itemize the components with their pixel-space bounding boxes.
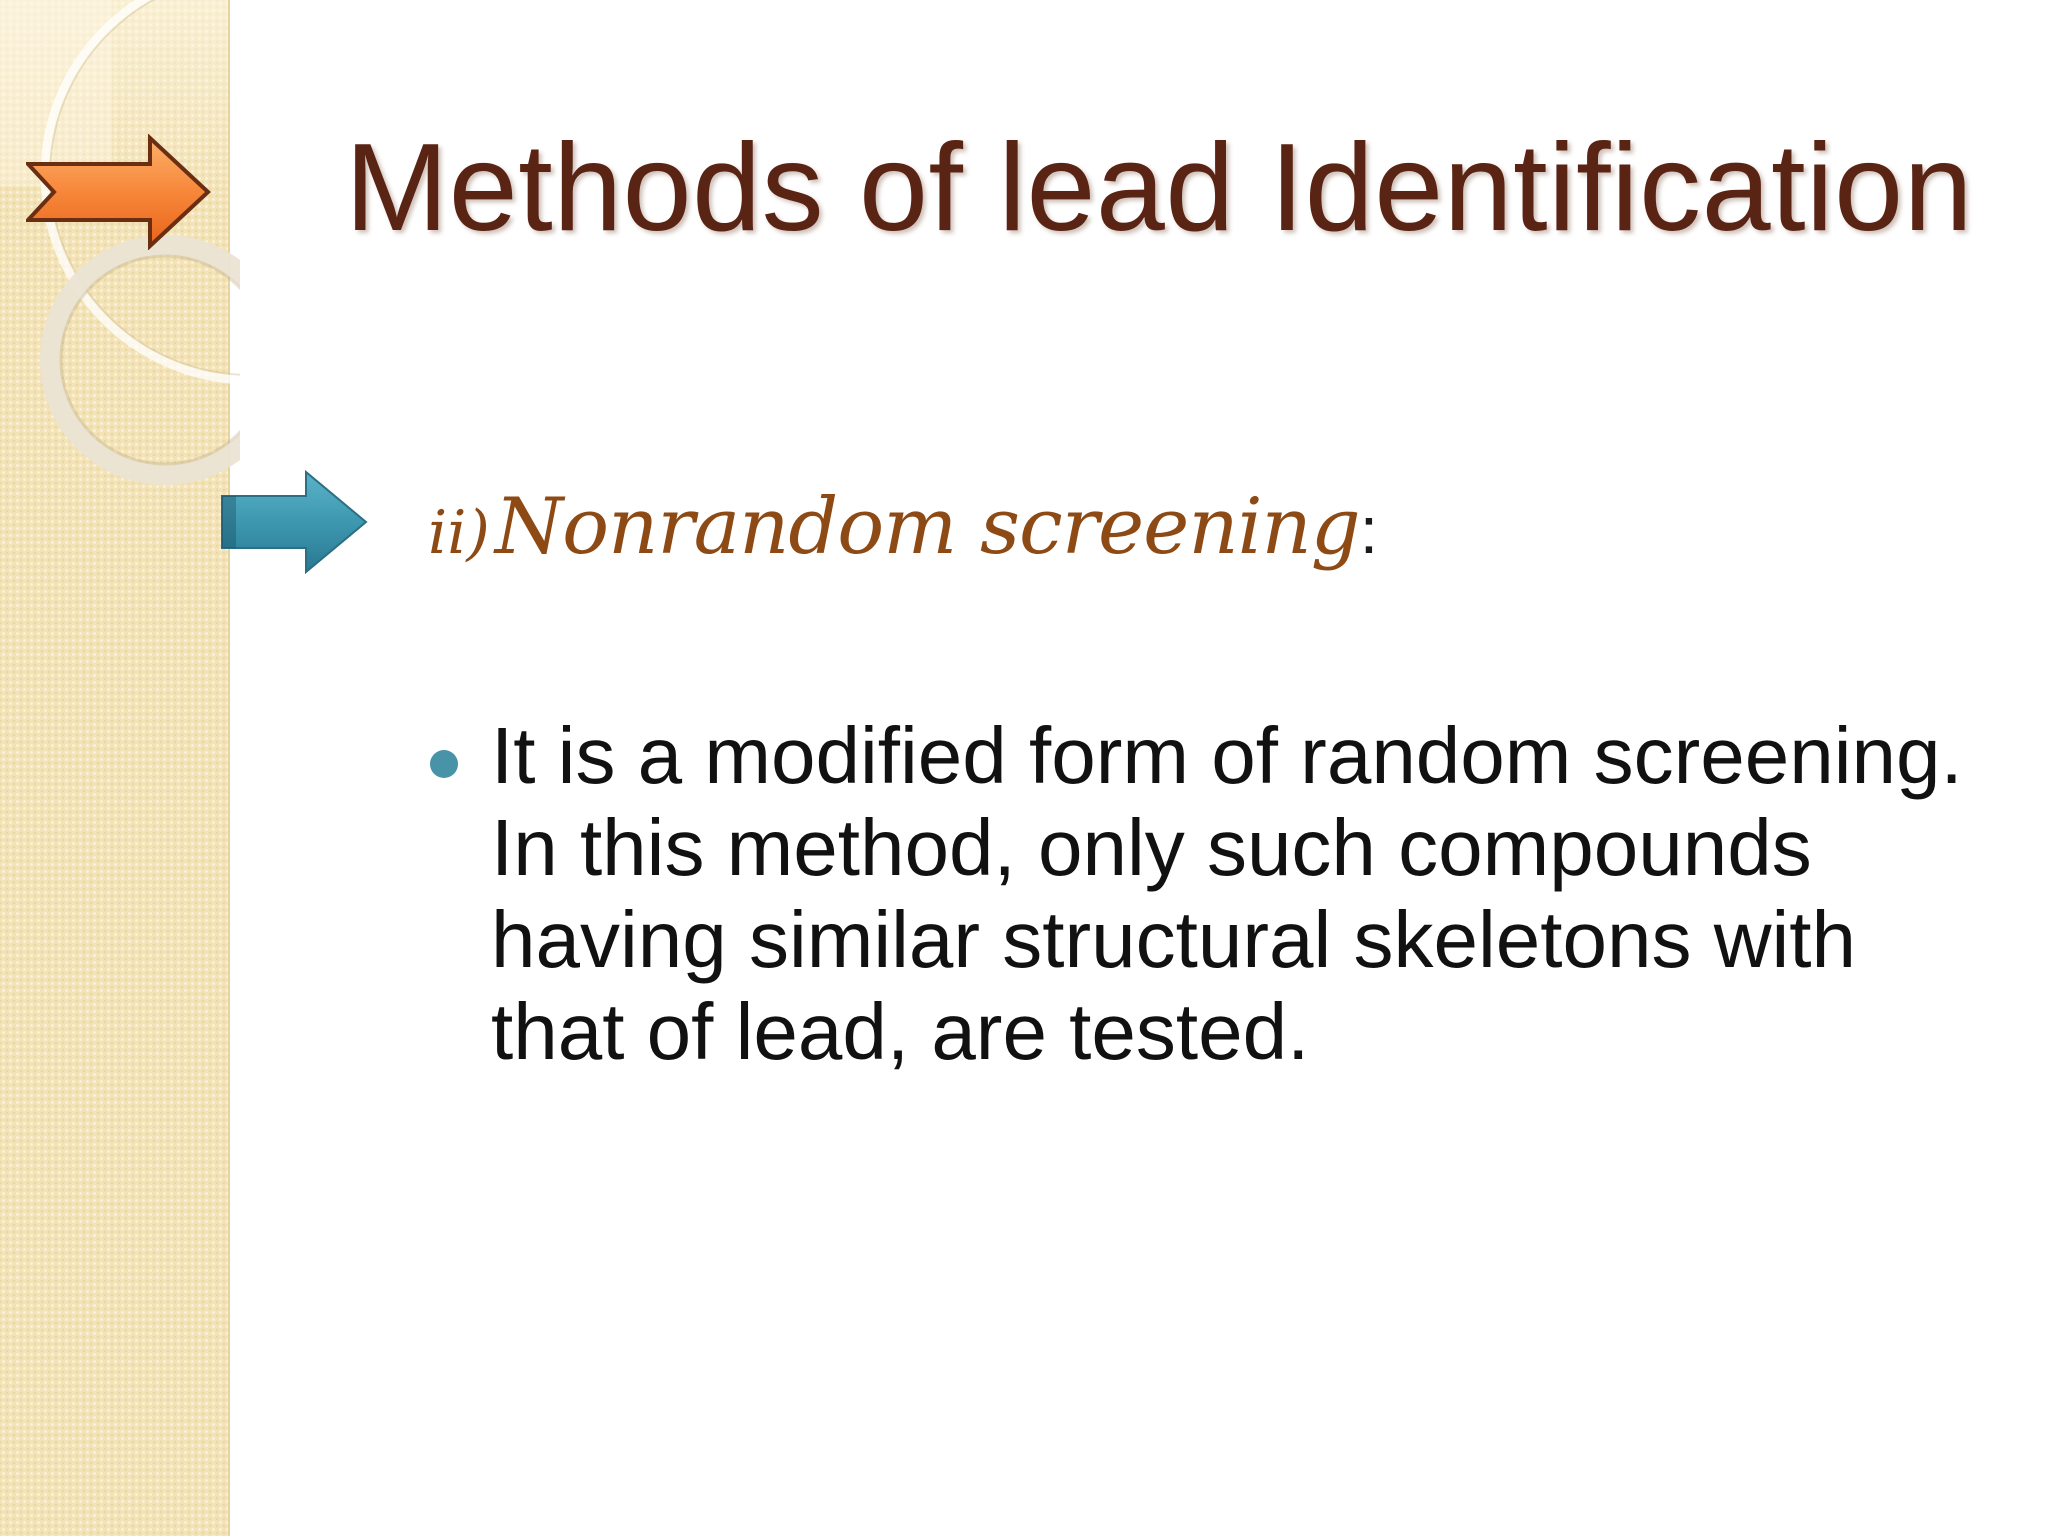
orange-arrow-shape: [28, 138, 208, 246]
teal-arrow-shape: [222, 472, 366, 572]
bullet-text: It is a modified form of random screening. In this method, only such compounds having similar structural skeletons with that of lead, are tested.: [491, 711, 1963, 1076]
slide-title: Methods of lead Identification: [345, 119, 1974, 257]
section-subheading: [428, 482, 1378, 572]
subheading-colon: :: [1359, 493, 1379, 567]
teal-arrow-tail-shade: [222, 496, 236, 548]
subheading-number: ii): [428, 498, 490, 568]
decorative-rings: [0, 0, 240, 520]
bullet-dot-icon: [430, 750, 458, 778]
right-arrow-icon: [220, 470, 370, 574]
bullet-list: [430, 710, 1990, 1078]
list-item: [430, 710, 1990, 1078]
right-arrow-icon: [26, 134, 212, 250]
subheading-term: Nonrandom screening: [494, 482, 1360, 572]
small-ring: [50, 245, 240, 475]
